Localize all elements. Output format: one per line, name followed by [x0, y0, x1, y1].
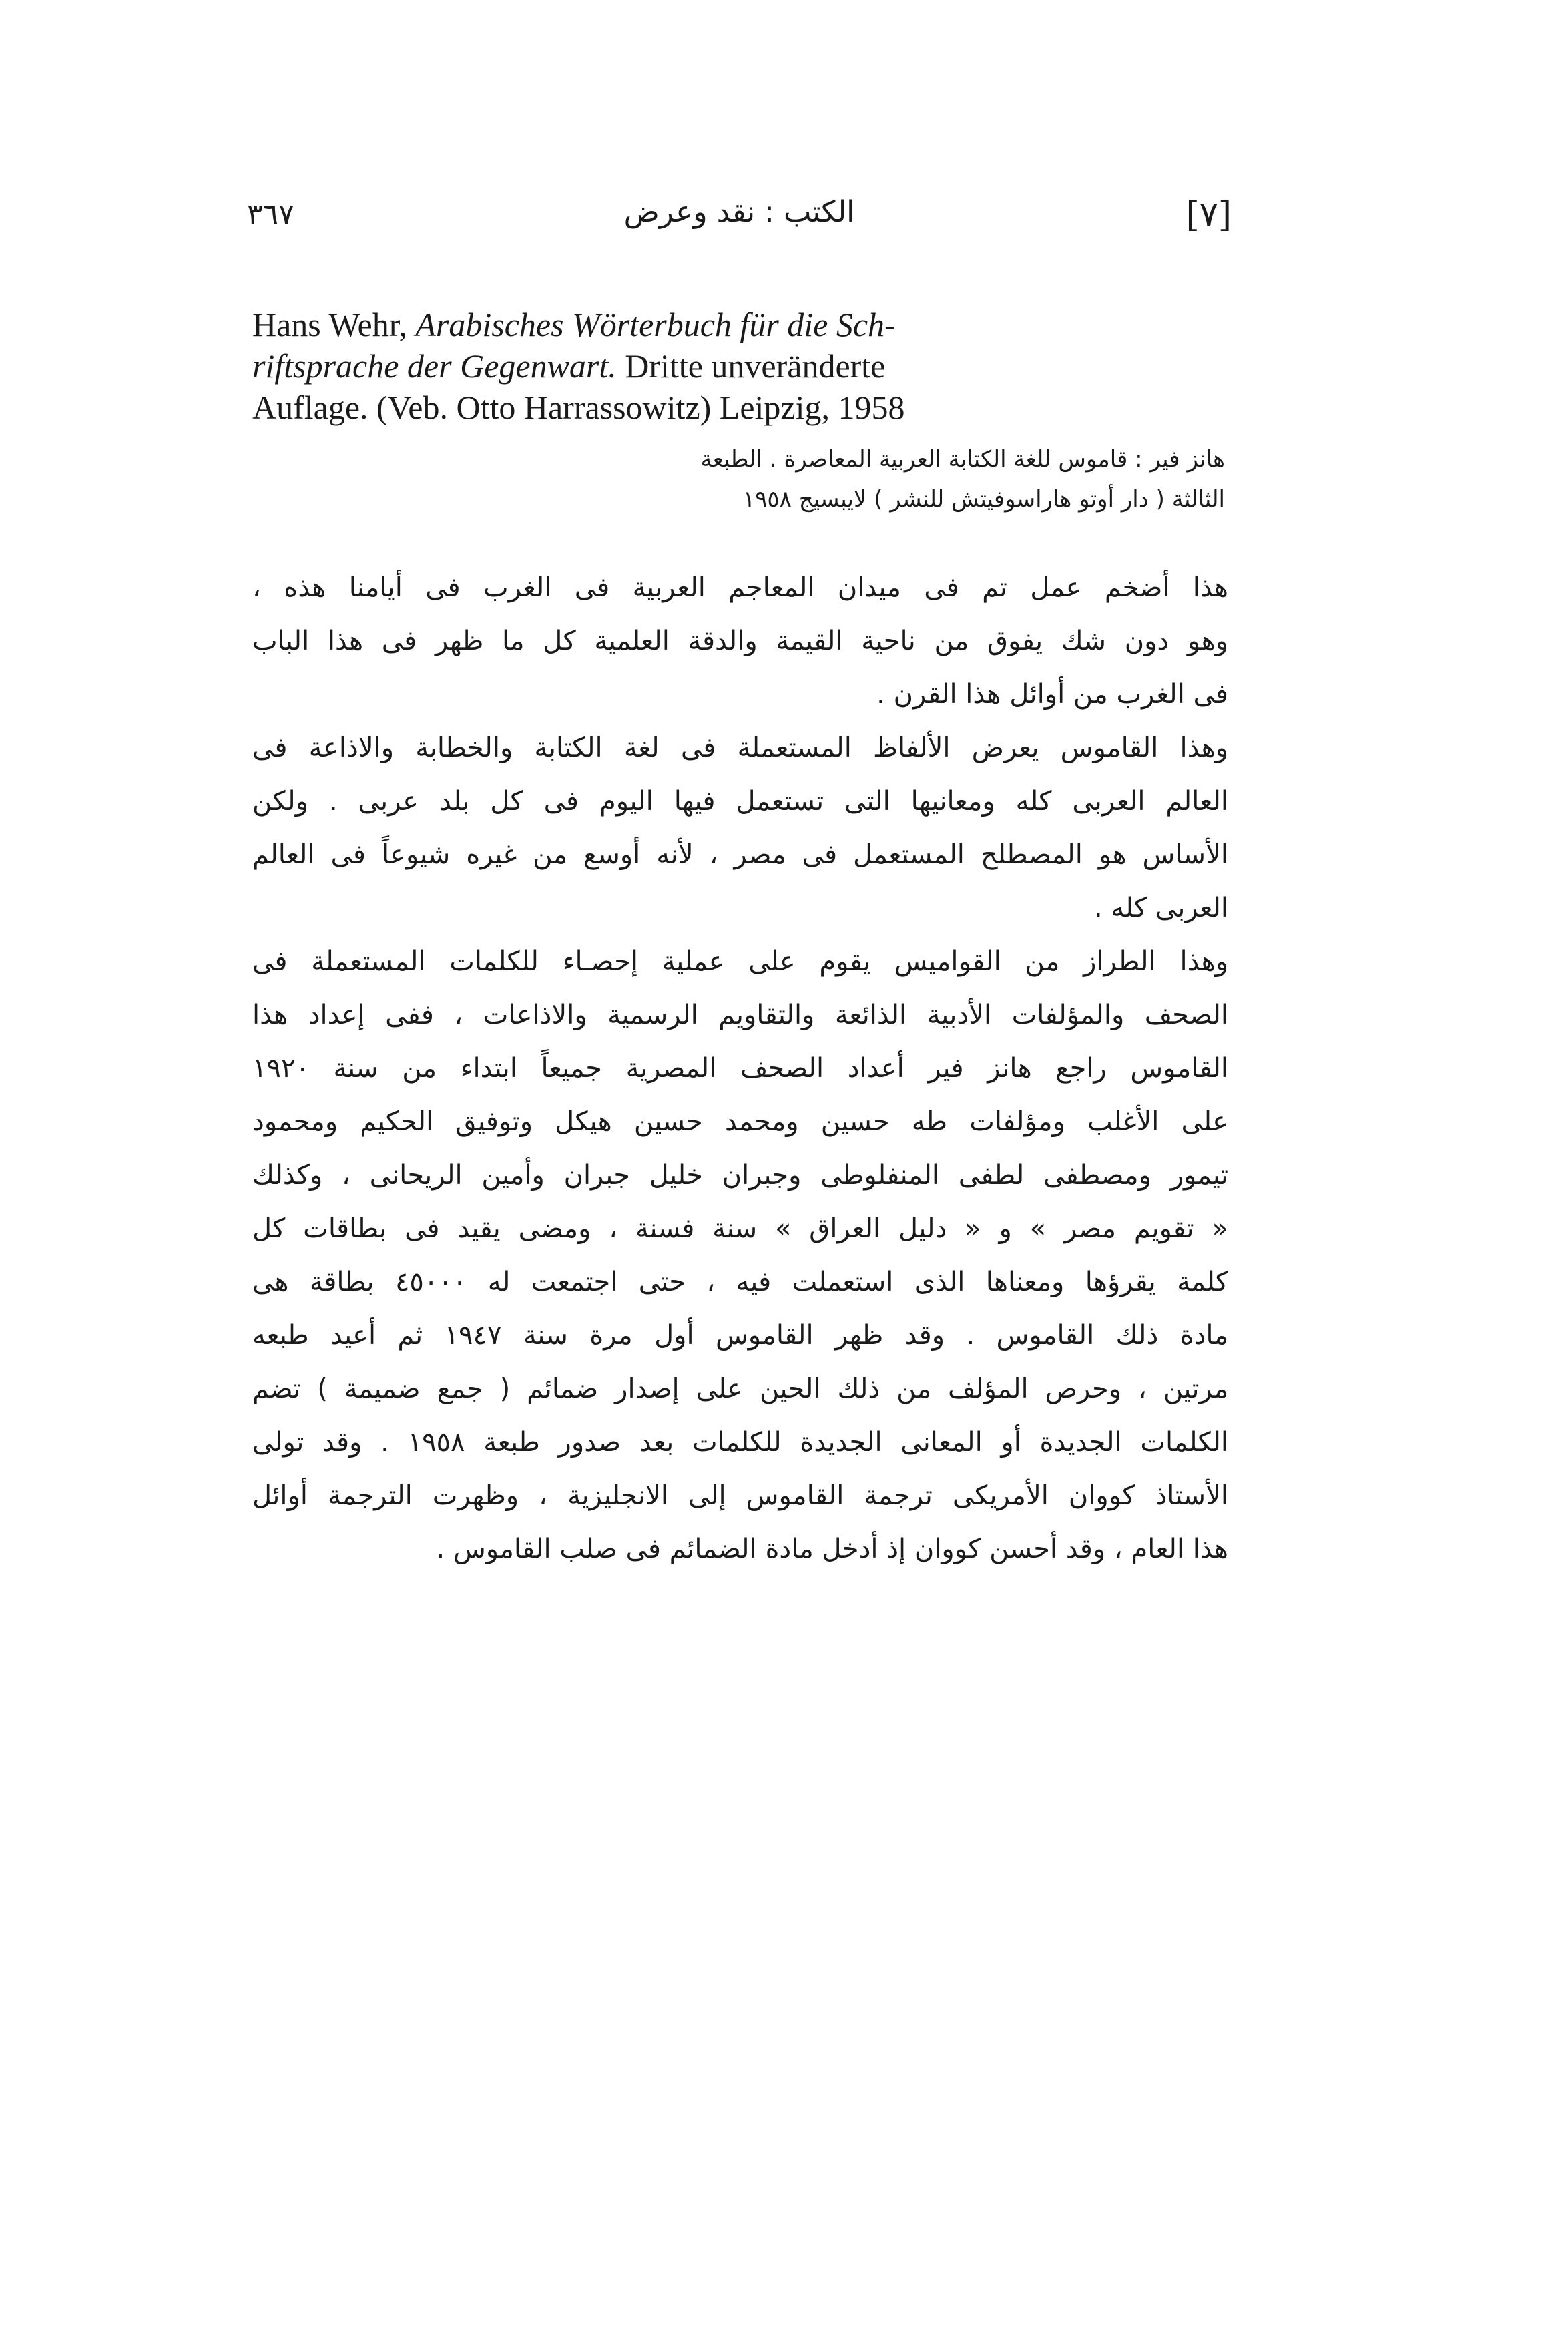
body-line: وهذا القاموس يعرض الألفاظ المستعملة فى لغة الكتابة والخطابة والاذاعة فى: [252, 732, 1228, 763]
bib-latin-line: Hans Wehr, Arabisches Wörterbuch für die Sch-: [252, 306, 896, 343]
bib-latin-line: Auflage. (Veb. Otto Harrassowitz) Leipzig, 1958: [252, 389, 905, 426]
running-header: [247, 195, 1232, 248]
body-line: وهذا الطراز من القواميس يقوم على عملية إحصـاء للكلمات المستعملة فى: [252, 946, 1228, 977]
body-line: وهو دون شك يفوق من ناحية القيمة والدقة العلمية كل ما ظهر فى هذا الباب: [252, 626, 1228, 656]
body-line: الكلمات الجديدة أو المعانى الجديدة للكلمات بعد صدور طبعة ١٩٥٨ . وقد تولى: [252, 1427, 1229, 1458]
bib-arabic-line: هانز فير : قاموس للغة الكتابة العربية المعاصرة . الطبعة: [700, 446, 1225, 473]
running-title: الكتب : نقد وعرض: [623, 195, 855, 229]
body-line: العربى كله .: [1093, 893, 1228, 923]
bibliographic-entry-latin: [252, 304, 920, 428]
body-line: « تقويم مصر » و « دليل العراق » سنة فسنة ، ومضى يقيد فى بطاقات كل: [252, 1213, 1228, 1244]
bib-latin-line: riftsprache der Gegenwart. Dritte unveränderte: [252, 347, 886, 385]
body-line: فى الغرب من أوائل هذا القرن .: [876, 679, 1228, 710]
body-line: العالم العربى كله ومعانيها التى تستعمل فيها اليوم فى كل بلد عربى . ولكن: [252, 786, 1228, 817]
body-line: هذا أضخم عمل تم فى ميدان المعاجم العربية فى الغرب فى أيامنا هذه ،: [252, 572, 1228, 603]
bib-arabic-line: الثالثة ( دار أوتو هاراسوفيتش للنشر ) لايبسيج ١٩٥٨: [742, 486, 1225, 513]
review-body: [252, 561, 1228, 1576]
body-line: الصحف والمؤلفات الأدبية الذائعة والتقاويم الرسمية والاذاعات ، ففى إعداد هذا: [252, 1000, 1228, 1030]
body-line: الأساس هو المصطلح المستعمل فى مصر ، لأنه أوسع من غيره شيوعاً فى العالم: [252, 839, 1228, 870]
body-line: هذا العام ، وقد أحسن كووان إذ أدخل مادة الضمائم فى صلب القاموس .: [436, 1534, 1228, 1564]
body-line: مادة ذلك القاموس . وقد ظهر القاموس أول مرة سنة ١٩٤٧ ثم أعيد طبعه: [252, 1320, 1229, 1351]
page-number: ٣٦٧: [247, 198, 294, 232]
bibliographic-entry-arabic: [507, 439, 1225, 519]
section-number: [٧]: [1186, 195, 1232, 235]
body-line: على الأغلب ومؤلفات طه حسين ومحمد حسين هيكل وتوفيق الحكيم ومحمود: [252, 1106, 1228, 1137]
body-line: تيمور ومصطفى لطفى المنفلوطى وجبران خليل جبران وأمين الريحانى ، وكذلك: [252, 1160, 1228, 1191]
body-line: مرتين ، وحرص المؤلف من ذلك الحين على إصدار ضمائم ( جمع ضميمة ) تضم: [252, 1373, 1228, 1404]
body-line: القاموس راجع هانز فير أعداد الصحف المصرية جميعاً ابتداء من سنة ١٩٢٠: [252, 1053, 1228, 1084]
body-line: الأستاذ كووان الأمريكى ترجمة القاموس إلى الانجليزية ، وظهرت الترجمة أوائل: [252, 1480, 1228, 1511]
body-line: كلمة يقرؤها ومعناها الذى استعملت فيه ، حتى اجتمعت له ٤٥٠٠٠ بطاقة هى: [252, 1267, 1228, 1297]
